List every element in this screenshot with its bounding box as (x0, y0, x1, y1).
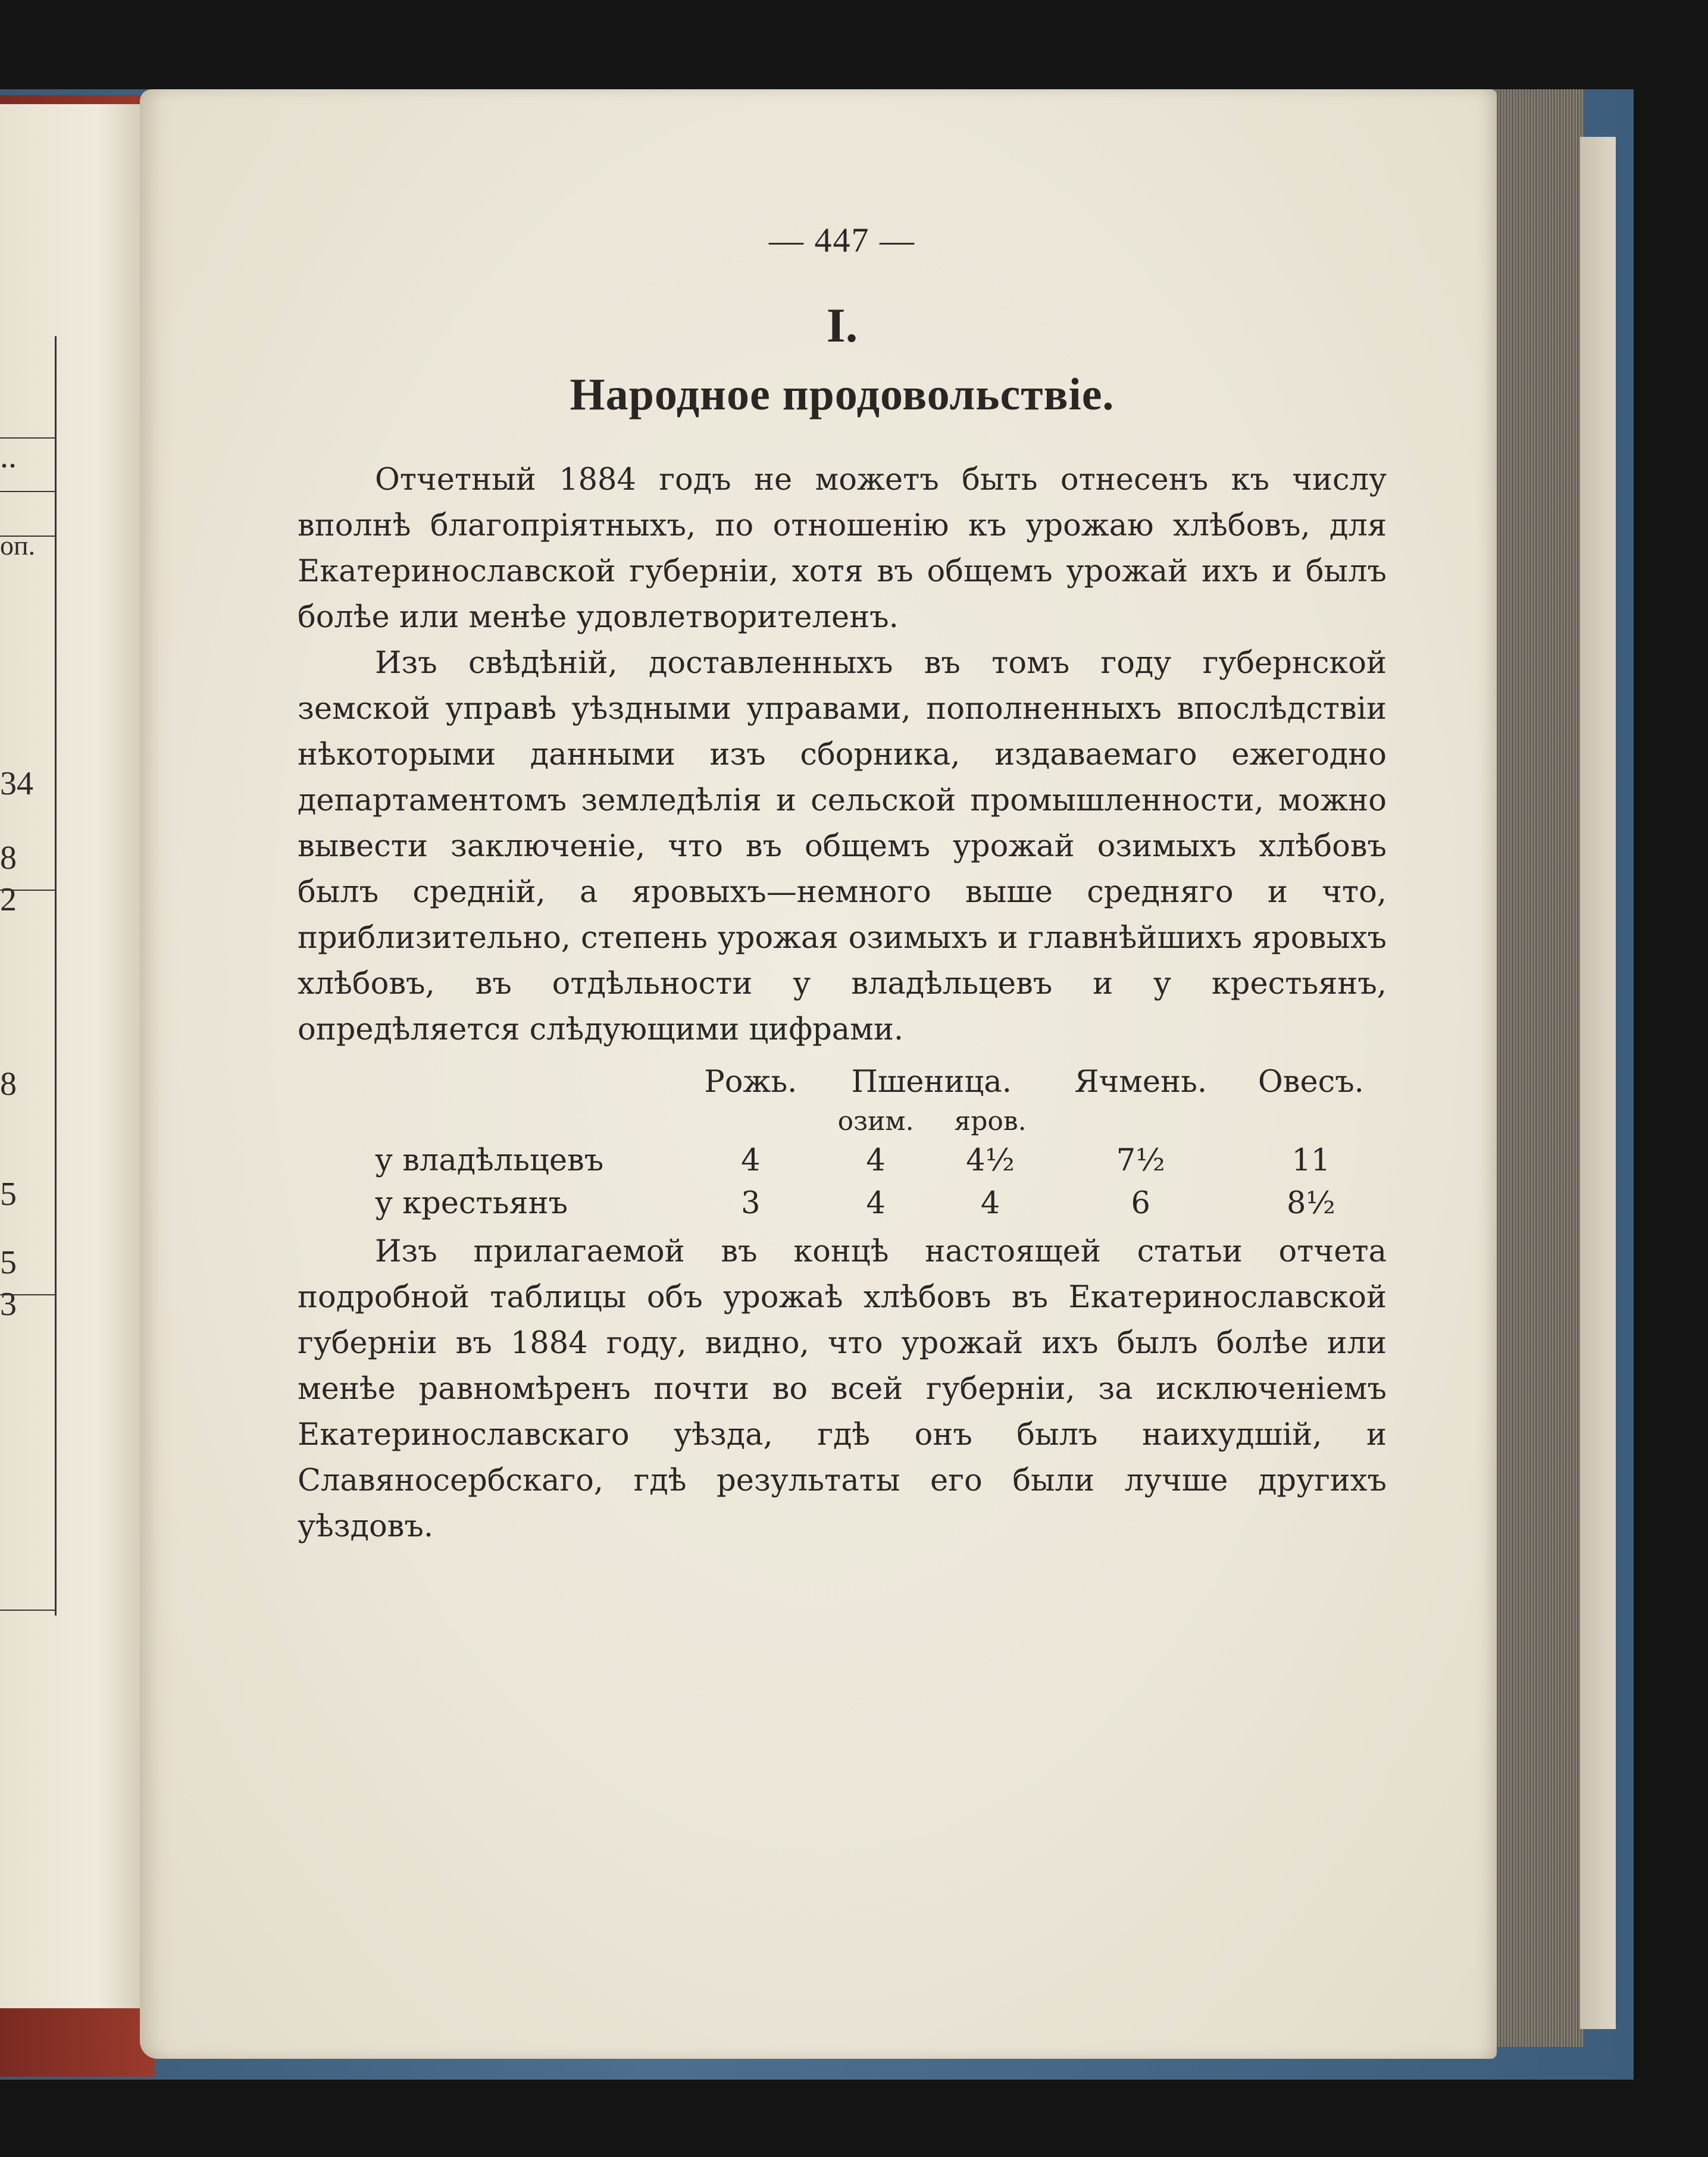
table-cell: 4 (741, 1143, 761, 1178)
table-row-label: у владѣльцевъ (375, 1143, 604, 1178)
paragraph-1: Отчетный 1884 годъ не можетъ быть отнесенъ къ числу вполнѣ благопріятныхъ, по отношенію къ урожаю хлѣбовъ, для Екатеринославской губерніи, хотя въ общемъ урожай ихъ и былъ болѣе или менѣе удовлетворителенъ. (298, 462, 1387, 635)
table-row (375, 1139, 1387, 1182)
yield-table (375, 1061, 1387, 1225)
left-page-fragment: 8 (0, 840, 17, 876)
paragraph-2: Изъ свѣдѣній, доставленныхъ въ томъ году губернской земской управѣ уѣздными управами, пополненныхъ впослѣдствіи нѣкоторыми данными изъ сборника, издаваемаго ежегодно департаментомъ земледѣлія и сельской промышленности, можно вывести заключеніе, что въ общемъ урожай озимыхъ хлѣбовъ былъ средній, а яровыхъ—немного выше средняго и что, приблизительно, степень урожая озимыхъ и главнѣйшихъ яровыхъ хлѣбовъ, въ отдѣльности у владѣльцевъ и у крестьянъ, опредѣляется слѣдующими цифрами. (298, 646, 1387, 1047)
table-cell: 7½ (1116, 1143, 1165, 1178)
section-numeral: I. (826, 298, 858, 352)
table-header-cell: Ячмень. (1074, 1065, 1208, 1100)
left-page-rule (0, 1610, 55, 1611)
left-page-fragment: 3 (0, 1286, 17, 1323)
table-cell: 4 (980, 1186, 1000, 1221)
left-page-fragment: 8 (0, 1066, 17, 1103)
table-cell: 8½ (1286, 1186, 1335, 1221)
left-page-fragment: 5 (0, 1244, 17, 1281)
yield-table-wrap (298, 1061, 1387, 1225)
left-page-fragment: .. (0, 438, 17, 475)
table-header-empty (375, 1104, 684, 1139)
table-header-empty (684, 1104, 817, 1139)
section-title: Народное продовольствіе. (570, 370, 1115, 419)
table-cell: 4½ (966, 1143, 1015, 1178)
previous-page-edge (0, 104, 140, 2008)
table-cell: 11 (1291, 1143, 1331, 1178)
table-cell: 4 (866, 1143, 886, 1178)
left-page-fragment: 34 (0, 765, 33, 802)
paragraph-3: Изъ прилагаемой въ концѣ настоящей статьи отчета подробной таблицы объ урожаѣ хлѣбовъ въ Екатеринославской губерніи въ 1884 году, видно, что урожай ихъ былъ болѣе или менѣе равномѣренъ почти во всей губерніи, за исключеніемъ Екатеринославскаго уѣзда, гдѣ онъ былъ наихудшій, и Славяносербскаго, гдѣ результаты его были лучше другихъ уѣздовъ. (298, 1234, 1387, 1544)
left-page-fragment: 5 (0, 1176, 17, 1213)
table-subheader-cell: озим. (837, 1106, 914, 1137)
table-header-row (375, 1061, 1387, 1104)
book-page (140, 89, 1497, 2059)
page-text (298, 220, 1387, 1549)
table-header-cell: Пшеница. (851, 1065, 1012, 1100)
table-cell: 4 (866, 1186, 886, 1221)
table-header-empty (375, 1061, 684, 1104)
left-page-vertical-rule (55, 336, 57, 1616)
table-header-empty (1046, 1104, 1235, 1139)
page-stack-outer-edge (1580, 137, 1616, 2029)
table-header-empty (1235, 1104, 1387, 1139)
left-page-fragment: 2 (0, 881, 17, 918)
table-header-cell: Овесъ. (1257, 1065, 1364, 1100)
left-page-rule (0, 491, 55, 492)
table-cell: 3 (741, 1186, 761, 1221)
table-subheader-row (375, 1104, 1387, 1139)
table-cell: 6 (1131, 1186, 1150, 1221)
table-row-label: у крестьянъ (375, 1186, 568, 1221)
table-subheader-cell: яров. (954, 1106, 1027, 1137)
page-number: — 447 — (769, 221, 915, 259)
left-page-fragment: оп. (0, 530, 36, 561)
table-row (375, 1182, 1387, 1225)
table-header-cell: Рожь. (704, 1065, 797, 1100)
